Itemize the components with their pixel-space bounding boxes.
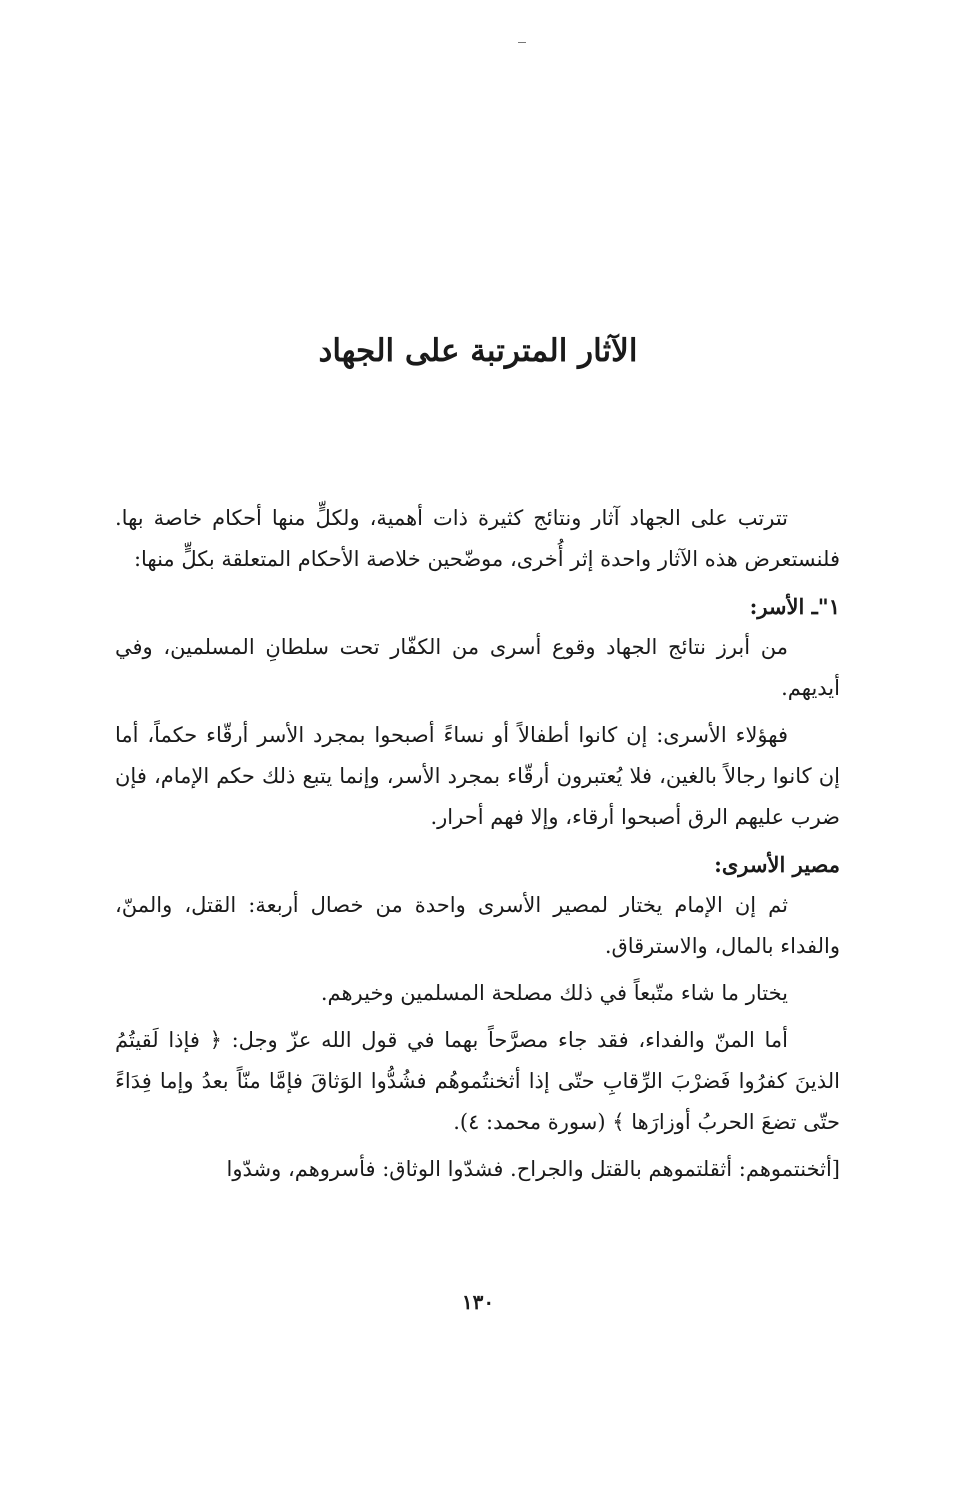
- intro-paragraph: تترتب على الجهاد آثار ونتائج كثيرة ذات أهمية، ولكلٍّ منها أحكام خاصة بها. فلنستعرض هذه الآثار واحدة إثر أُخرى، موضّحين خلاصة الأحكام المتعلقة بكلٍّ منها:: [115, 506, 840, 571]
- page-number: ١٣٠: [461, 1290, 495, 1314]
- captives-status-paragraph: فهؤلاء الأسرى: إن كانوا أطفالاً أو نساءً أصبحوا بمجرد الأسر أرقّاء حكماً، أما إن كانوا رجالاً بالغين، فلا يُعتبرون أرقّاء بمجرد الأسر، وإنما يتبع ذلك حكم الإمام، فإن ضرب عليهم الرق أصبحوا أرقاء، وإلا فهم أحرار.: [115, 723, 840, 829]
- captivity-paragraph: من أبرز نتائج الجهاد وقوع أسرى من الكفّار تحت سلطانِ المسلمين، وفي أيديهم.: [115, 635, 840, 700]
- gloss-paragraph: [أثخنتموهم: أثقلتموهم بالقتل والجراح. فشدّوا الوثاق: فأسروهم، وشدّوا: [226, 1157, 840, 1181]
- fate-paragraph: ثم إن الإمام يختار لمصير الأسرى واحدة من خصال أربعة: القتل، والمنّ، والفداء بالمال، والاسترقاق.: [115, 893, 840, 958]
- top-mark: [518, 42, 526, 43]
- section-heading-captivity: ١"ـ الأسر:: [749, 594, 840, 619]
- ransom-paragraph: أما المنّ والفداء، فقد جاء مصرَّحاً بهما في قول الله عزّ وجل: ﴿ فإذا لَقيتُمُ الذينَ كفرُوا فَضرْبَ الرِّقابِ حتّى إذا أثخنتُموهُم فشُدُّوا الوَثاقَ فإمَّا منّاً بعدُ وإما فِدَاءً حتّى تضعَ الحربُ أوزارَها ﴾ (سورة محمد: ٤).: [115, 1028, 840, 1134]
- body-text: [115, 498, 840, 1190]
- section-heading-fate: مصير الأسرى:: [714, 852, 840, 877]
- chapter-title: الآثار المترتبة على الجهاد: [318, 332, 638, 369]
- choice-paragraph: يختار ما شاء متّبعاً في ذلك مصلحة المسلمين وخيرهم.: [320, 981, 788, 1005]
